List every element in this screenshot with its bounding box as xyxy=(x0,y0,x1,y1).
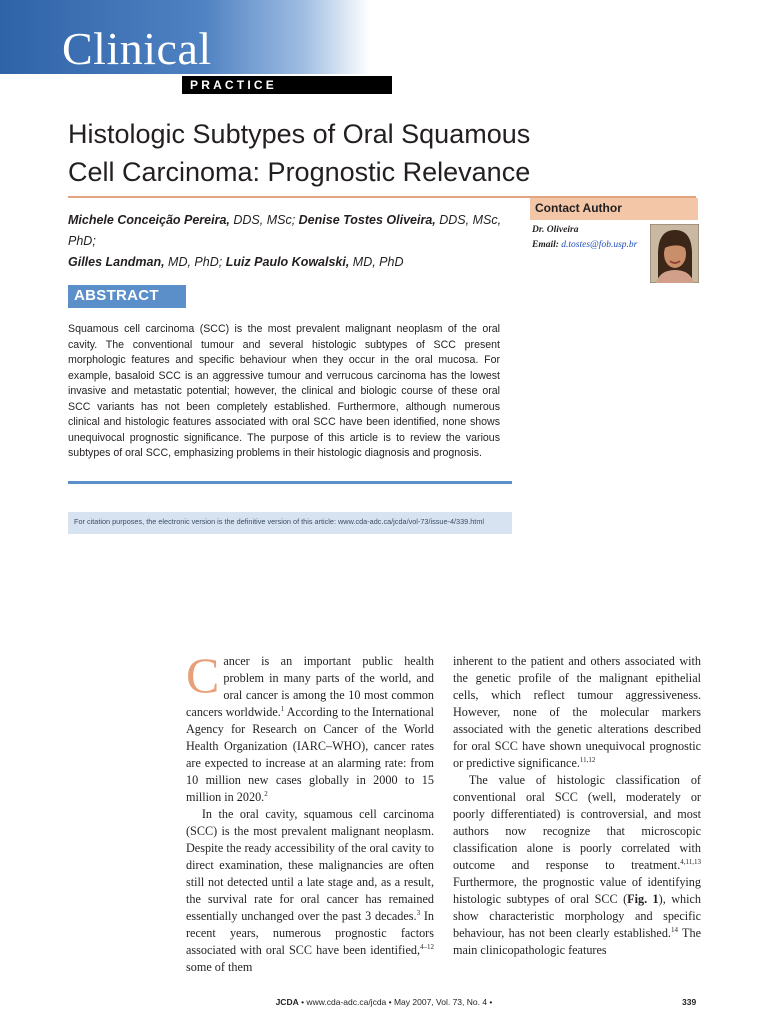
page-number: 339 xyxy=(682,997,697,1007)
paragraph-text: ), which show characteristic morphology and specific behaviour, has not been clearly established. xyxy=(453,892,701,940)
author-photo xyxy=(650,224,699,283)
reference[interactable]: 4,11,13 xyxy=(680,857,701,866)
reference[interactable]: 2 xyxy=(264,789,268,798)
author-degrees: DDS, MSc, PhD; xyxy=(68,213,502,248)
paragraph xyxy=(453,772,701,959)
drop-cap: C xyxy=(186,647,220,703)
title-line-1: Histologic Subtypes of Oral Squamous xyxy=(68,119,531,149)
paragraph xyxy=(186,647,434,806)
title-line-2: Cell Carcinoma: Prognostic Relevance xyxy=(68,157,531,187)
section-title: Clinical xyxy=(62,23,212,74)
author-name: Gilles Landman, xyxy=(68,255,165,269)
email-link[interactable]: d.tostes@fob.usp.br xyxy=(561,240,638,250)
reference[interactable]: 1 xyxy=(280,704,285,713)
paragraph xyxy=(186,806,434,976)
paragraph-text: some of them xyxy=(186,960,253,974)
reference[interactable]: 3 xyxy=(416,908,421,917)
journal-name: JCDA xyxy=(275,997,299,1007)
author-list xyxy=(68,210,518,273)
article-title xyxy=(68,115,588,191)
reference[interactable]: 4–12 xyxy=(420,942,434,951)
abstract-divider xyxy=(68,481,512,484)
author-degrees: DDS, MSc; xyxy=(229,213,299,227)
body-column-2 xyxy=(453,653,701,959)
paragraph-text: In the oral cavity, squamous cell carcinoma (SCC) is the most prevalent malignant neoplasm. Despite the ready accessibility of the oral cavity to direct examination, these malignancies are often still not detected until a late stage and, as a result, the survival rate for oral cancer has remained essentially unchanged over the past 3 decades. xyxy=(186,807,434,923)
paragraph-text: The main clinicopathologic features xyxy=(453,926,701,957)
citation-text: For citation purposes, the electronic version is the definitive version of this article: www.cda-adc.ca/jcda/vol-73/issue-4/339.html xyxy=(74,517,485,526)
paragraph-text: According to the International Agency for Research on Cancer of the World Health Organization (IARC–WHO), cancer rates are expected to increase at an alarming rate: from 10 million new cases globally in 2000 to 15 million in 2020. xyxy=(186,705,434,804)
author-line-1 xyxy=(68,210,518,252)
abstract-body: Squamous cell carcinoma (SCC) is the most prevalent malignant neoplasm of the oral cavity. The conventional tumour and several histologic subtypes of SCC present morphologic features and specific behaviour when they occur in the oral mucosa. For example, basaloid SCC is an aggressive tumour and verrucous carcinoma has the lowest invasive and metastatic potential; however, the clinical and biologic course of these oral SCC variants has not been completely established. Furthermore, although numerous clinical and histologic features associated with oral SCC have been identified, none shows unequivocal prognostic significance. The purpose of this article is to review the various subtypes of oral SCC, emphasizing problems in their histologic diagnosis and prognosis. xyxy=(68,323,500,459)
author-name: Michele Conceição Pereira, xyxy=(68,213,230,227)
email-label: Email: xyxy=(532,240,559,250)
contact-author-label: Contact Author xyxy=(535,201,622,215)
subsection-label: PRACTICE xyxy=(190,78,277,92)
contact-name: Dr. Oliveira xyxy=(532,225,579,235)
abstract-label: ABSTRACT xyxy=(74,287,159,304)
author-name: Denise Tostes Oliveira, xyxy=(298,213,436,227)
paragraph-text: In recent years, numerous prognostic factors associated with oral SCC have been identified, xyxy=(186,909,435,957)
author-name: Luiz Paulo Kowalski, xyxy=(225,255,350,269)
contact-email-row xyxy=(532,240,637,250)
paragraph xyxy=(453,653,701,772)
paragraph-text: inherent to the patient and others associated with the genetic profile of the malignant epithelial cells, which reflect tumour aggressiveness. However, none of the molecular markers associated with the genetic alterations described for oral SCC have shown unequivocal prognostic or predictive significance. xyxy=(453,654,701,770)
page-footer xyxy=(0,997,768,1007)
reference[interactable]: 11,12 xyxy=(579,755,596,764)
author-line-2 xyxy=(68,252,518,273)
reference[interactable]: 14 xyxy=(670,925,678,934)
author-degrees: MD, PhD; xyxy=(164,255,226,269)
paragraph-text: The value of histologic classification of conventional oral SCC (well, moderately or poorly differentiated) is controversial, and most authors now recognize that microscopic classification alone is poorly correlated with outcome and response to treatment. xyxy=(453,773,701,872)
author-degrees: MD, PhD xyxy=(349,255,404,269)
paragraph-text: Furthermore, the prognostic value of identifying histologic subtypes of oral SCC ( xyxy=(453,875,701,906)
body-column-1 xyxy=(186,647,435,976)
figure-reference[interactable]: Fig. 1 xyxy=(627,892,659,906)
journal-details: • www.cda-adc.ca/jcda • May 2007, Vol. 73, No. 4 • xyxy=(298,997,493,1007)
paragraph-text: ancer is an important public health problem in many parts of the world, and oral cancer is among the 10 most common cancers worldwide. xyxy=(186,654,434,719)
